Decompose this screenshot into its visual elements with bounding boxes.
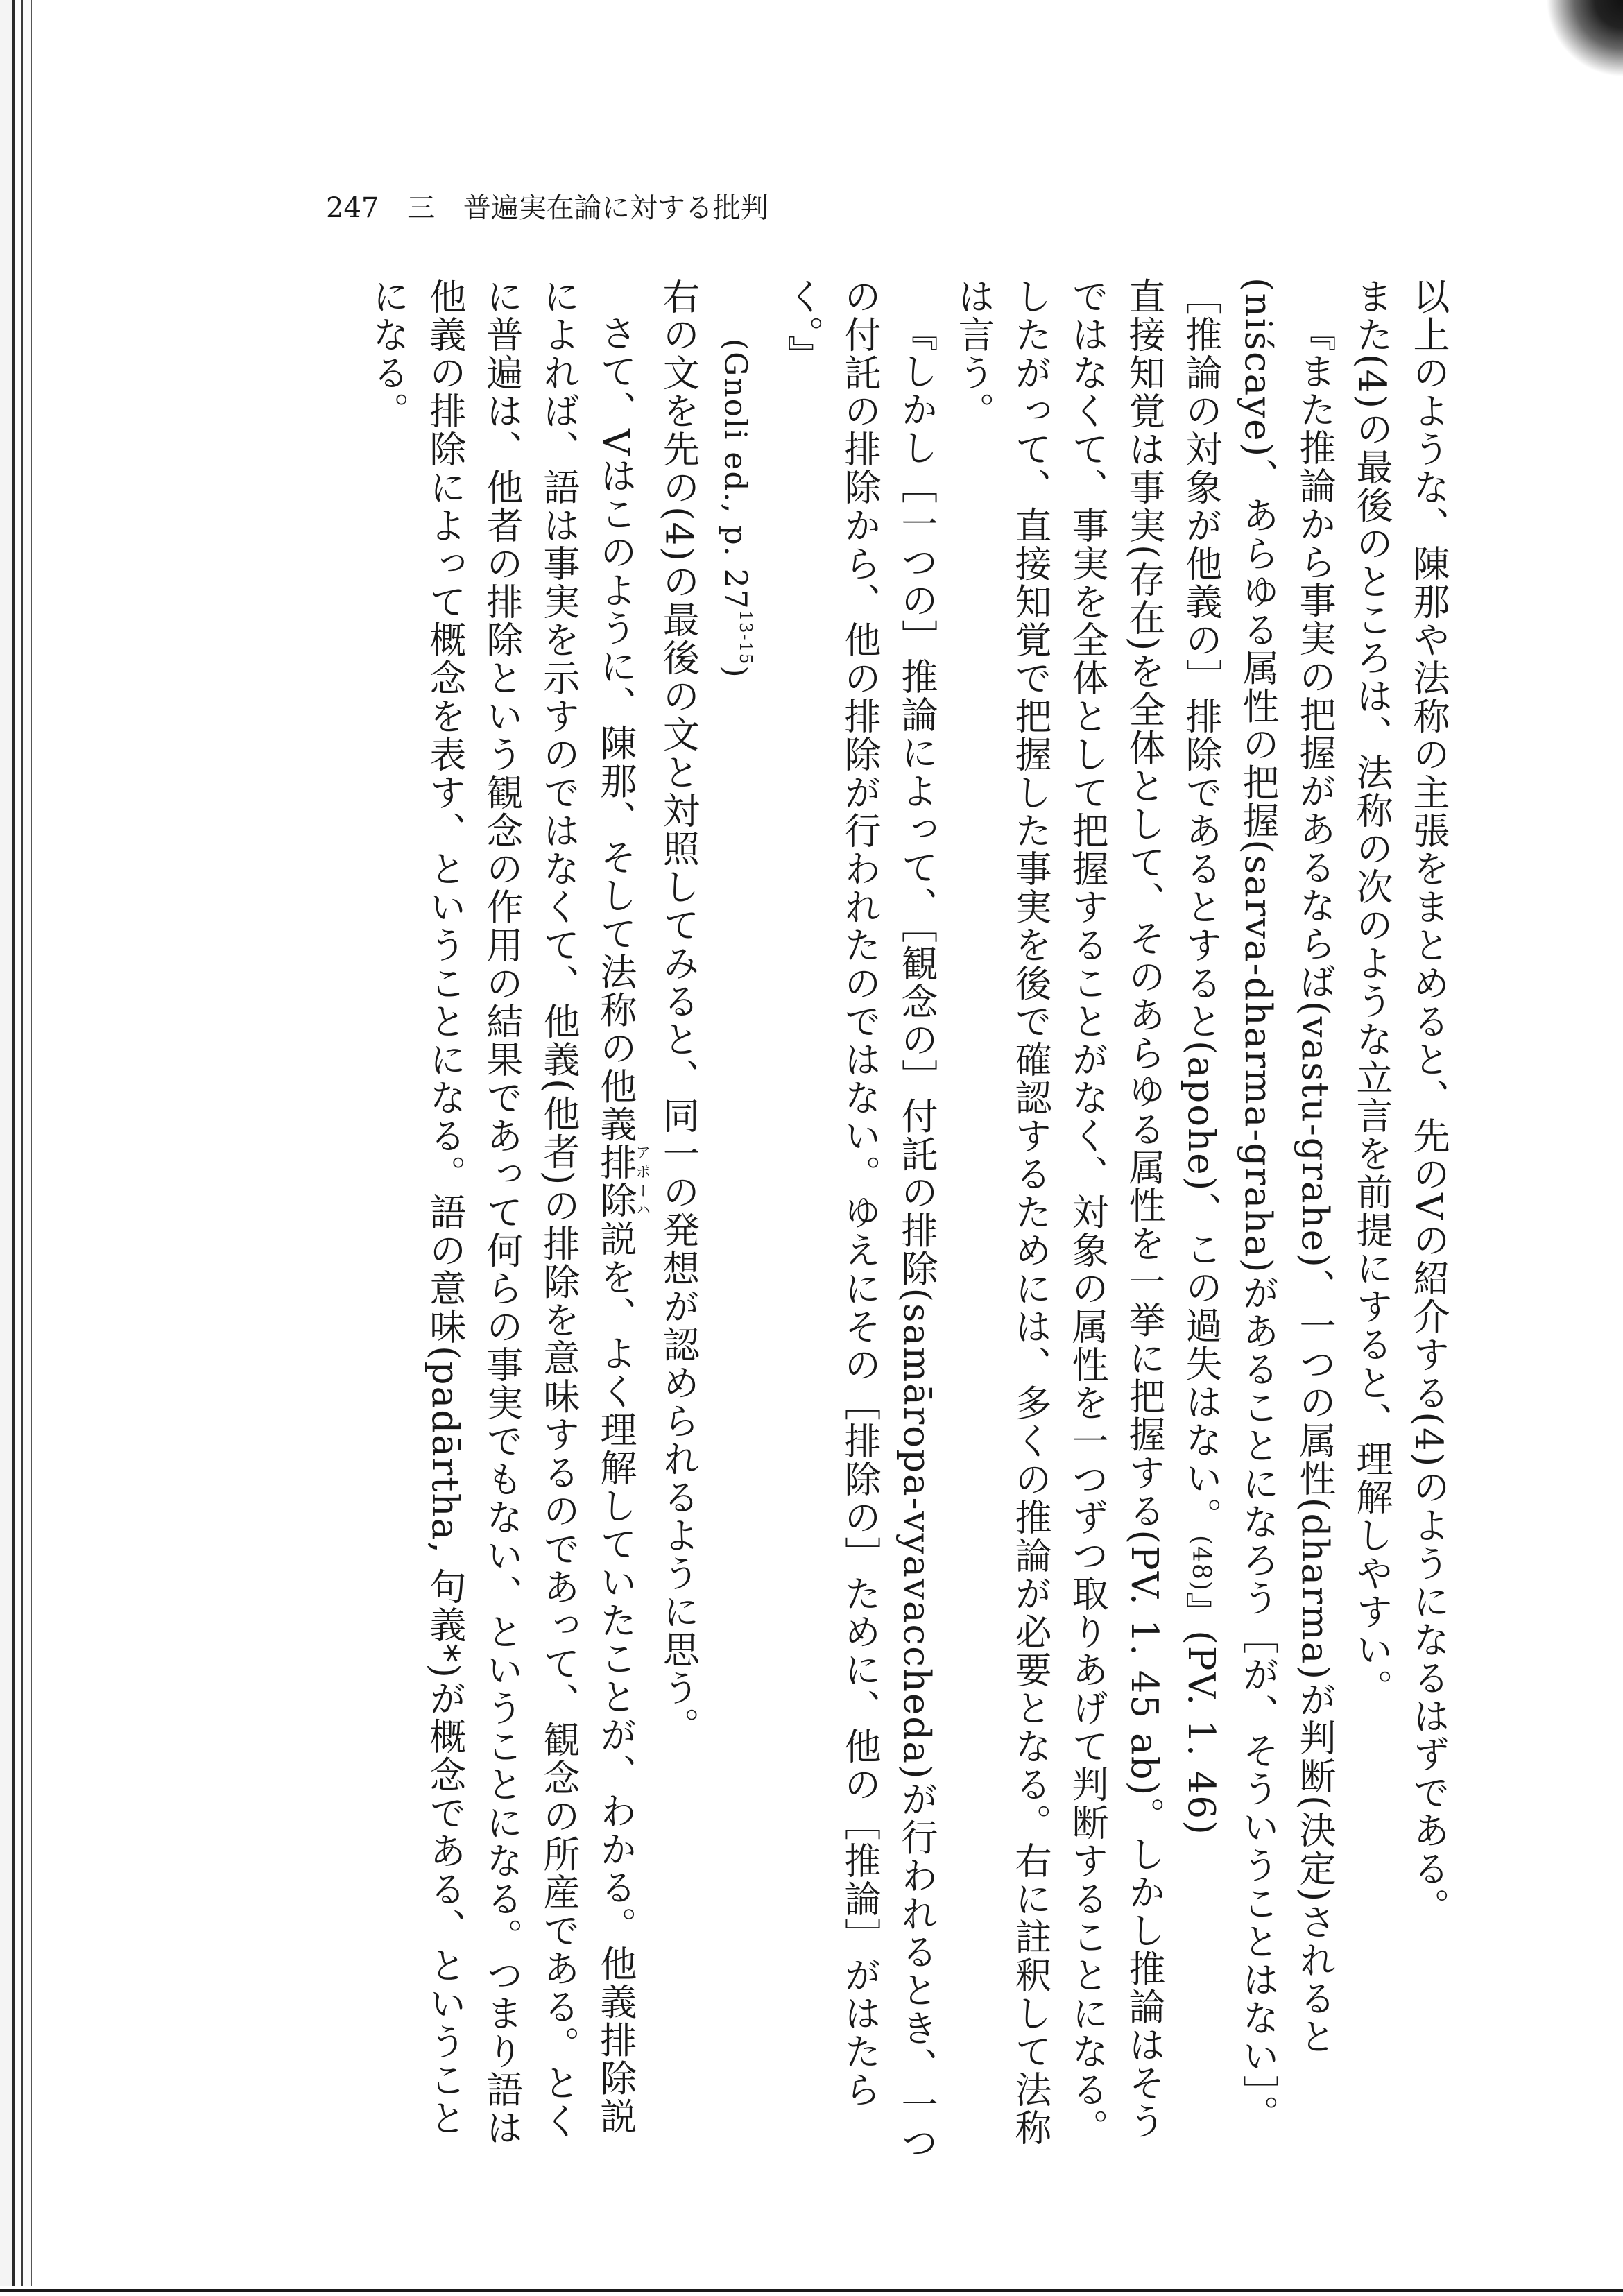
reference-text: (Gnoli ed., p. 27	[717, 339, 753, 610]
paragraph-premise: また(4)の最後のところは、法称の次のような立言を前提にすると、理解しやすい。	[1350, 277, 1393, 1708]
quotation-samaropa: 『しかし［一つの］推論によって、［観念の］付託の排除(samāropa-vyavaccheda)が行われるとき、一つの付託の排除から、他の排除が行われたのではない。ゆえにその［排除の］ために、他の［推論］がはたらく。』	[782, 277, 938, 2162]
body-text	[366, 277, 1457, 2164]
ruby-base: 排除	[594, 1143, 637, 1220]
paragraph-conclusion	[359, 277, 650, 2164]
reference-close: )	[717, 665, 753, 679]
section-number: 三	[407, 192, 436, 224]
scan-binding-edge	[0, 0, 43, 2296]
ruby-reading: アポーハ	[633, 1143, 651, 1220]
scan-bottom-edge	[0, 2286, 1623, 2296]
source-reference	[706, 277, 774, 2164]
page-number: 247	[326, 192, 379, 224]
quotation-text: 『また推論から事実の把握があるならば(vastu-grahe)、一つの属性(dharma)が判断(決定)されると(niścaye)、あらゆる属性の把握(sarva-dharma-graha)があることになろう［が、そういうことはない］。［推論の対象が他義の］排除であるとすると(apohe)、この過失はない。	[1180, 277, 1336, 2134]
paragraph-comparison: 右の文を先の(4)の最後の文と対照してみると、同一の発想が認められるように思う。	[657, 277, 700, 1746]
footnote-marker: (48)	[1187, 1535, 1215, 1593]
conclusion-text-a: さて、Vはこのように、陳那、そして法称の他義	[594, 314, 637, 1144]
conclusion-text-b: 説を、よく理解していたことが、わかる。他義排除説によれば、語は事実を示すのではなくて、他義(他者)の排除を意味するのであって、観念の所産である。とくに普遍は、他者の排除という観念の作用の結果であって何らの事実でもない、ということになる。つまり語は他義の排除によって概念を表す、ということになる。語の意味(padārtha, 句義*)が概念である、ということになる。	[366, 277, 637, 2147]
quotation-citation: 』(PV. 1. 46)	[1180, 1592, 1222, 1836]
ruby-apoha	[594, 1143, 651, 1220]
paragraph-perception: 直接知覚は事実(存在)を全体として、そのあらゆる属性を一挙に把握する(PV. 1. 45 ab)。しかし推論はそうではなくて、事実を全体として把握することがなく、対象の属性を一つずつ取りあげて判断することになる。したがって、直接知覚で把握した事実を後で確認するためには、多くの推論が必要となる。右に註釈して法称は言う。	[952, 277, 1165, 2147]
paragraph-summary: 以上のような、陳那や法称の主張をまとめると、先のVの紹介する(4)のようになるはずである。	[1407, 277, 1450, 1926]
running-header	[326, 186, 788, 230]
scan-corner-shadow	[1540, 0, 1623, 83]
quotation-pv-1-46	[1172, 277, 1343, 2164]
section-title: 普遍実在論に対する批判	[463, 192, 768, 224]
reference-lines: 13-15	[736, 610, 755, 666]
